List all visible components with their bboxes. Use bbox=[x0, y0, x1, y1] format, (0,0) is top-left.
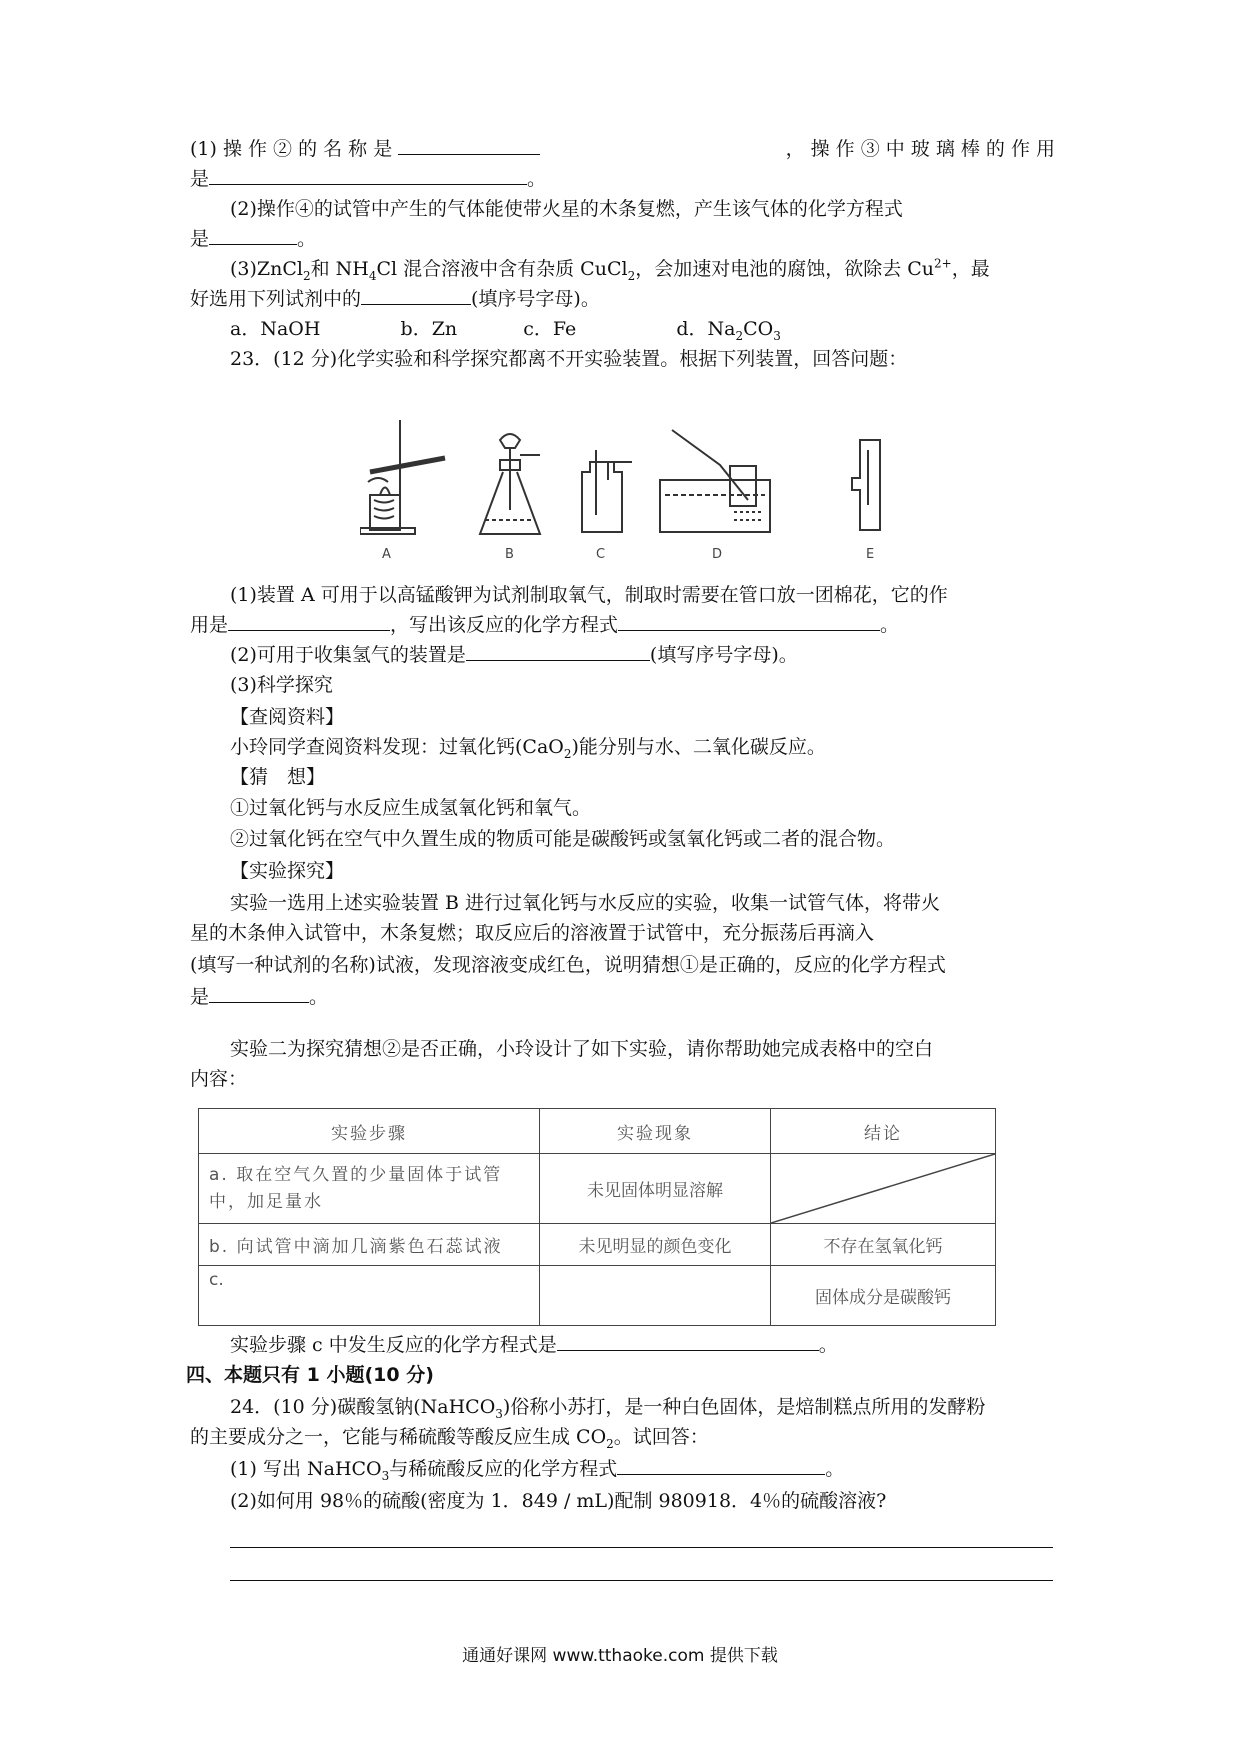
q22-part1-line1: (1) 操 作 ② 的 名 称 是 ， 操 作 ③ 中 玻 璃 棒 的 作 用 bbox=[190, 138, 1055, 160]
answer-blank[interactable] bbox=[617, 1456, 825, 1475]
answer-blank[interactable] bbox=[398, 136, 540, 155]
q22-part1-line2: 是 。 bbox=[190, 168, 547, 190]
exp2-line1: 实验二为探究猜想②是否正确，小玲设计了如下实验，请你帮助她完成表格中的空白 bbox=[230, 1038, 934, 1060]
header-phenomenon: 实验现象 bbox=[540, 1109, 771, 1154]
q23-part3: (3)科学探究 bbox=[230, 674, 333, 696]
heading-guess: 【猜 想】 bbox=[230, 766, 326, 788]
cell-phenomenon: 未见固体明显溶解 bbox=[540, 1154, 771, 1224]
after-table-line: 实验步骤 c 中发生反应的化学方程式是 。 bbox=[230, 1334, 838, 1356]
q24-line1: 24．(10 分)碳酸氢钠(NaHCO$_3$)俗称小苏打，是一种白色固体，是焙制糕点所用的发酵粉 bbox=[230, 1396, 986, 1421]
answer-line[interactable] bbox=[230, 1580, 1053, 1581]
table-row bbox=[199, 1154, 996, 1224]
label-e: E bbox=[866, 547, 875, 562]
apparatus-d bbox=[660, 430, 770, 532]
cell-step[interactable]: c. bbox=[199, 1266, 540, 1326]
q23-part1-line2: 用是 ，写出该反应的化学方程式 。 bbox=[190, 614, 900, 636]
guess-1: ①过氧化钙与水反应生成氢氧化钙和氧气。 bbox=[230, 797, 592, 819]
experiment-table bbox=[198, 1108, 996, 1326]
exp1-line2: 星的木条伸入试管中，木条复燃；取反应后的溶液置于试管中，充分振荡后再滴入 bbox=[190, 922, 875, 944]
answer-blank[interactable] bbox=[209, 226, 297, 245]
answer-blank[interactable] bbox=[557, 1332, 819, 1351]
cell-conclusion-empty bbox=[771, 1154, 996, 1224]
header-step: 实验步骤 bbox=[199, 1109, 540, 1154]
q22-options bbox=[230, 316, 781, 342]
option-d: d．$Na_2CO_3$ bbox=[676, 318, 781, 343]
q24-line2: 的主要成分之一，它能与稀硫酸等酸反应生成 $CO_2$。试回答： bbox=[190, 1426, 709, 1451]
option-a: a．NaOH bbox=[230, 318, 321, 340]
heading-reference: 【查阅资料】 bbox=[230, 706, 345, 728]
section-4-heading: 四、本题只有 1 小题(10 分) bbox=[186, 1364, 434, 1386]
answer-blank[interactable] bbox=[618, 612, 880, 631]
cell-conclusion: 固体成分是碳酸钙 bbox=[771, 1266, 996, 1326]
exp1-line4: 是 。 bbox=[190, 986, 329, 1008]
answer-blank[interactable] bbox=[209, 166, 527, 185]
q22-part3-line1: (3)ZnCl$_2$和 $NH_4Cl$ 混合溶液中含有杂质 CuCl$_2$，会加速对电池的腐蚀，欲除去 $Cu^{2+}$，最 bbox=[230, 256, 990, 283]
cell-conclusion: 不存在氢氧化钙 bbox=[771, 1224, 996, 1266]
table-row[interactable] bbox=[199, 1266, 996, 1326]
label-a: A bbox=[382, 547, 391, 562]
q24-part2: (2)如何用 98％的硫酸(密度为 1．849 / mL)配制 980918．4％的硫酸溶液? bbox=[230, 1490, 887, 1512]
cell-step: b. 向试管中滴加几滴紫色石蕊试液 bbox=[199, 1224, 540, 1266]
q22-part2-line1: (2)操作④的试管中产生的气体能使带火星的木条复燃，产生该气体的化学方程式 bbox=[230, 198, 903, 220]
cell-step: a. 取在空气久置的少量固体于试管中，加足量水 bbox=[199, 1154, 540, 1224]
cell-phenomenon[interactable] bbox=[540, 1266, 771, 1326]
table-row bbox=[199, 1224, 996, 1266]
exp2-line2: 内容： bbox=[190, 1068, 248, 1090]
apparatus-figure bbox=[360, 420, 1080, 565]
answer-blank[interactable] bbox=[209, 984, 309, 1003]
guess-2: ②过氧化钙在空气中久置生成的物质可能是碳酸钙或氢氧化钙或二者的混合物。 bbox=[230, 828, 896, 850]
option-c: c．Fe bbox=[523, 318, 577, 340]
q24-part1: (1) 写出 NaHCO$_3$与稀硫酸反应的化学方程式 。 bbox=[230, 1458, 845, 1483]
page-footer: 通通好课网 www.tthaoke.com 提供下载 bbox=[462, 1646, 778, 1666]
heading-experiment: 【实验探究】 bbox=[230, 860, 345, 882]
exp1-line1: 实验一选用上述实验装置 B 进行过氧化钙与水反应的实验，收集一试管气体，将带火 bbox=[230, 892, 941, 914]
answer-line[interactable] bbox=[230, 1547, 1053, 1548]
apparatus-c bbox=[582, 450, 632, 532]
option-b: b．Zn bbox=[400, 318, 458, 340]
label-c: C bbox=[596, 547, 606, 562]
table-header-row bbox=[199, 1109, 996, 1154]
apparatus-b bbox=[480, 434, 540, 534]
apparatus-e bbox=[852, 440, 880, 530]
reference-text: 小玲同学查阅资料发现：过氧化钙(CaO$_2$)能分别与水、二氧化碳反应。 bbox=[230, 736, 826, 761]
answer-blank[interactable] bbox=[466, 642, 650, 661]
cell-phenomenon: 未见明显的颜色变化 bbox=[540, 1224, 771, 1266]
q22-part3-line2: 好选用下列试剂中的 (填序号字母)。 bbox=[190, 288, 600, 310]
label-b: B bbox=[505, 547, 514, 562]
apparatus-a bbox=[360, 420, 445, 534]
label-d: D bbox=[712, 547, 723, 562]
header-conclusion: 结论 bbox=[771, 1109, 996, 1154]
q23-intro: 23．(12 分)化学实验和科学探究都离不开实验装置。根据下列装置，回答问题： bbox=[230, 348, 908, 370]
answer-blank[interactable] bbox=[361, 286, 471, 305]
answer-blank[interactable] bbox=[228, 612, 390, 631]
q23-part1-line1: (1)装置 A 可用于以高锰酸钾为试剂制取氧气，制取时需要在管口放一团棉花，它的作 bbox=[230, 584, 948, 606]
q22-part2-line2: 是 。 bbox=[190, 228, 317, 250]
diagonal-slash bbox=[771, 1154, 995, 1223]
q23-part2: (2)可用于收集氢气的装置是 (填写序号字母)。 bbox=[230, 644, 798, 666]
exp1-line3: (填写一种试剂的名称)试液，发现溶液变成红色，说明猜想①是正确的，反应的化学方程式 bbox=[190, 954, 946, 976]
